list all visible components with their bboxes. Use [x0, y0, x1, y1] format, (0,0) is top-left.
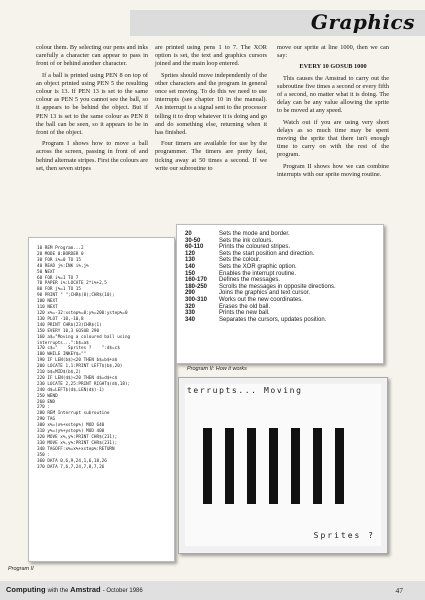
line-range: 330	[185, 310, 196, 317]
code-line: 170 c$=" Sprites ? ":d$=c$	[37, 346, 120, 352]
line-range: 180-250	[185, 283, 208, 290]
line-description: Sets the colour.	[219, 257, 261, 264]
how-row	[185, 238, 377, 245]
code-line: 280 REM Interrupt subroutine	[37, 411, 110, 417]
how-row	[185, 290, 377, 297]
how-it-works-caption: Program II: How it works	[187, 366, 247, 372]
line-range: 140	[185, 263, 196, 270]
code-line: 310 y%=(y%+ystep%) MOD 400	[37, 429, 105, 435]
text-column-2	[155, 44, 267, 176]
line-range: 30-50	[185, 237, 201, 244]
code-line: 40 READ j%:INK i%,j%	[37, 263, 89, 269]
line-description: Defines the messages.	[219, 277, 281, 284]
stripe	[269, 428, 278, 504]
text-column-1	[36, 44, 148, 176]
code-line: 120 x%=-32:xstep%=8:y%=200:ystep%=0	[37, 310, 128, 316]
line-description: Works out the new coordinates.	[219, 296, 303, 303]
line-range: 20	[185, 231, 192, 237]
code-line: 330 MOVE x%,y%:PRINT CHR$(231);	[37, 440, 118, 446]
how-row	[185, 271, 377, 278]
line-range: 290	[185, 290, 196, 297]
line-range: 160-170	[185, 277, 208, 284]
line-range: 120	[185, 250, 196, 257]
line-range: 130	[185, 257, 196, 264]
line-description: Sets the start position and direction.	[219, 250, 315, 257]
program-listing	[28, 237, 175, 562]
code-line: 340 TAGOFF:x%=x%+xstep%:RETURN	[37, 446, 115, 452]
program-screenshot	[178, 377, 388, 554]
code-line: 70 PAPER i%:LOCATE 2*i%+2,5	[37, 281, 107, 287]
code-line: 290 TAG	[37, 417, 56, 423]
paragraph: move our sprite at line 1000, then we can say:	[277, 44, 389, 60]
how-row	[185, 297, 377, 304]
paragraph: are printed using pens 1 to 7. The XOR option is set, the text and graphics cursors joined and the main loop entered.	[155, 44, 267, 68]
magazine-name: Amstrad	[70, 585, 101, 594]
paragraph: Watch out if you are using very short delays as so much time may be spent moving the sprite that there isn't enough time to carry on with the rest of the program.	[277, 118, 389, 159]
code-line: 90 PRINT " ";CHR$(8);CHR$(10);	[37, 293, 115, 299]
line-range: 340	[185, 316, 196, 323]
stripe	[203, 428, 212, 504]
paragraph: Program II shows how we can combine interrupts with our sprite moving routine.	[277, 162, 389, 178]
code-line: 180 WHILE INKEY$=""	[37, 352, 87, 358]
issue-date: October 1986	[106, 588, 143, 594]
line-description: Erases the old ball.	[219, 303, 271, 310]
paragraph: This causes the Amstrad to carry out the subroutine five times a second or every fifth of a second, no matter what it is doing. The delay can be any value allowing the sprite to be moved at any speed.	[277, 74, 389, 115]
line-range: 320	[185, 303, 196, 310]
magazine-name: Computing	[6, 585, 46, 594]
how-row	[185, 244, 377, 251]
line-description: Prints the coloured stripes.	[219, 244, 291, 251]
how-row	[185, 231, 377, 238]
section-title: Graphics	[310, 10, 415, 34]
code-line: 250 WEND	[37, 393, 58, 399]
how-row	[185, 317, 377, 324]
stripe	[225, 428, 234, 504]
scrolling-message-top: terrupts... Moving	[187, 386, 303, 395]
stripe	[291, 428, 300, 504]
code-line: 60 FOR i%=1 TO 7	[37, 275, 79, 281]
code-line: 320 MOVE x%,y%:PRINT CHR$(231);	[37, 435, 118, 440]
paragraph: Program I shows how to move a ball across the screen, passing in front of and behind alternate stripes. First the colours are set, then seven stripes	[36, 140, 148, 172]
stripe	[247, 428, 256, 504]
code-line: 230 LOCATE 2,25:PRINT RIGHT$(d$,18);	[37, 381, 131, 387]
footer-masthead: Computing with the Amstrad - October 1986	[6, 585, 143, 594]
how-row	[185, 264, 377, 271]
line-description: Sets the ink colours.	[219, 237, 274, 244]
magazine-name-connector: with the	[47, 588, 69, 594]
paragraph: Four timers are available for use by the programmer. The timers are pretty fast, ticking away at 50 times a second. If we write our subroutine to	[155, 140, 267, 172]
code-line: 10 REM Program...2	[37, 246, 84, 251]
how-row	[185, 251, 377, 258]
code-line: 30 FOR i%=0 TO 15	[37, 257, 81, 263]
paragraph: colour them. By selecting our pens and inks carefully a character can appear to pass in front of or behind another character.	[36, 44, 148, 68]
code-line: 50 NEXT	[37, 269, 56, 275]
code-line: 130 PLOT -10,-10,8	[37, 316, 84, 322]
code-line: 100 NEXT	[37, 299, 58, 305]
code-line: 360 DATA 0,6,9,24,1,6,18,26	[37, 458, 107, 464]
code-line: 80 FOR j%=1 TO 15	[37, 287, 81, 293]
line-description: Joins the graphics and text cursor.	[219, 290, 311, 297]
how-row	[185, 304, 377, 311]
paragraph: If a ball is printed using PEN 8 on top of an object printed using PEN 5 the resulting colour is 13. If PEN 13 is set to the same colour as PEN 5 you cannot see the ball, so it appears to be behind the object. But if PEN 13 is set to the same colour as PEN 8 the ball can be seen, so it appears to be in front of the object.	[36, 71, 148, 137]
stripe	[335, 428, 344, 504]
how-row	[185, 310, 377, 317]
how-row	[185, 284, 377, 291]
line-description: Prints the new ball.	[219, 310, 270, 317]
listing-caption: Program II	[8, 566, 34, 572]
code-line: 260 END	[37, 399, 56, 405]
code-line: 110 NEXT	[37, 305, 58, 311]
code-line: 160 a$="Moving a coloured ball using	[37, 334, 131, 340]
page-number: 47	[395, 586, 403, 595]
screen-display	[185, 384, 381, 546]
line-range: 150	[185, 270, 196, 277]
line-description: Separates the cursors, updates position.	[219, 316, 327, 323]
code-line: 210 b$=MID$(b$,2)	[37, 370, 81, 376]
code-line: 350 :	[37, 452, 50, 458]
code-line: 190 IF LEN(b$)<20 THEN b$=b$+a$	[37, 358, 118, 364]
code-line: 200 LOCATE 1,1:PRINT LEFT$(b$,20)	[37, 364, 123, 370]
line-description: Sets the mode and border.	[219, 231, 290, 237]
line-range: 60-110	[185, 244, 204, 251]
stripe	[313, 428, 322, 504]
code-statement: EVERY 10 GOSUB 1000	[299, 63, 367, 71]
text-column-3	[277, 44, 389, 182]
line-description: Scrolls the messages in opposite directions.	[219, 283, 336, 290]
code-line: 220 IF LEN(d$)<20 THEN d$=d$+c$	[37, 375, 118, 381]
code-line: 300 x%=(x%+xstep%) MOD 640	[37, 423, 105, 429]
how-row	[185, 277, 377, 284]
code-line: 270 :	[37, 405, 50, 411]
code-line: 140 PRINT CHR$(23)CHR$(1)	[37, 322, 102, 328]
line-description: Enables the interrupt routine.	[219, 270, 297, 277]
code-line: interrupts...":b$=a$	[37, 340, 89, 346]
scrolling-message-bottom: Sprites ?	[313, 531, 375, 540]
line-range: 300-310	[185, 296, 208, 303]
how-it-works-table	[176, 224, 384, 364]
paragraph: Sprites should move independently of the other characters and the program in general once set moving. To do this we need to use interrupts (see chapter 10 in the manual). An interrupt is a signal sent to the processor telling it to drop whatever it is doing and go and do something else, returning when it has finished.	[155, 71, 267, 137]
code-line: 150 EVERY 10,3 GOSUB 290	[37, 328, 100, 334]
how-row	[185, 257, 377, 264]
code-line: 370 DATA 7,6,7,24,7,8,7,26	[37, 464, 105, 470]
line-description: Sets the XOR graphic option.	[219, 263, 297, 270]
code-line: 20 MODE 0:BORDER 0	[37, 251, 84, 257]
code-line: 240 d$=LEFT$(d$,LEN(d$)-1)	[37, 387, 105, 393]
